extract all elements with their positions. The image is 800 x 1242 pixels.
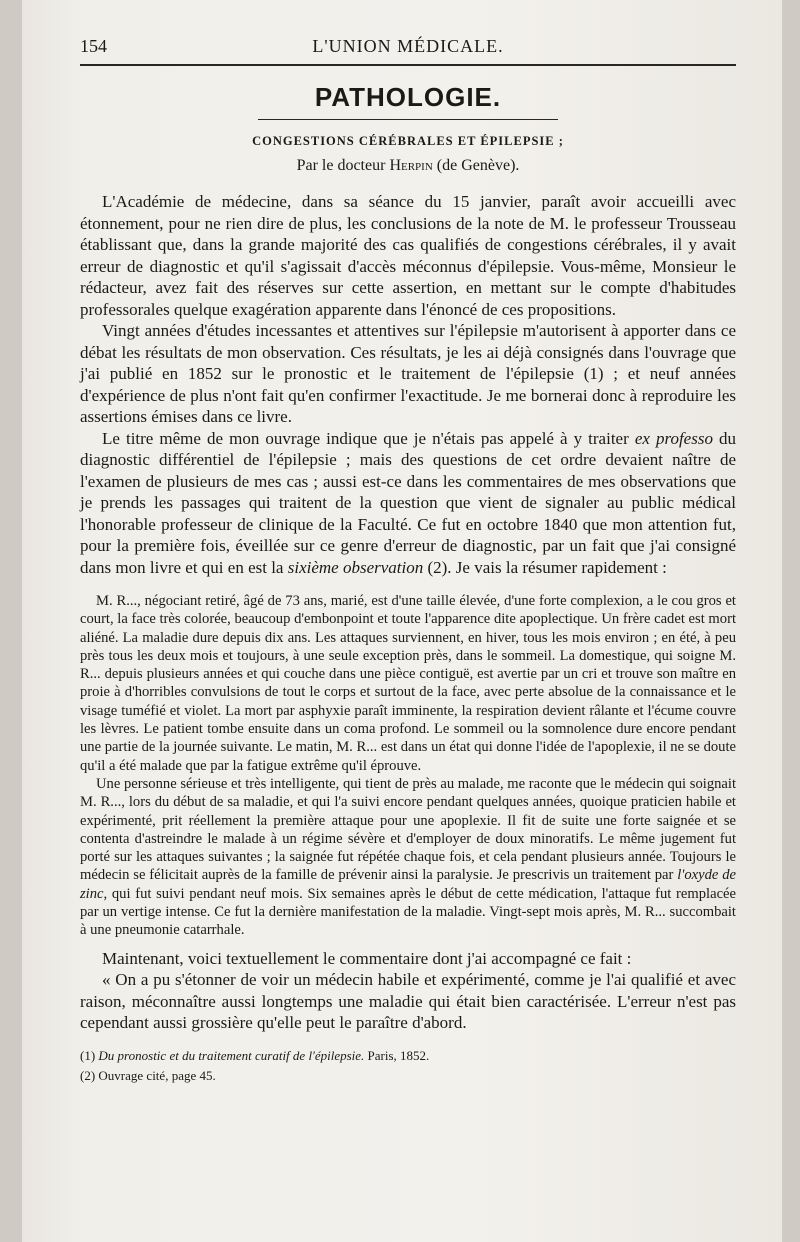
paragraph-1: L'Académie de médecine, dans sa séance du 15 janvier, paraît avoir accueilli avec étonnement, pour ne rien dire de plus, les conclusions de la note de M. le professeur Trousseau établissant que, dans la grande majorité des cas qualifiés de congestions cérébrales, il y avait erreur de diagnostic et qu'il s'agissait d'accès méconnus d'épilepsie. Vous-même, Monsieur le rédacteur, avez fait des réserves sur cette assertion, en mettant sur le compte d'habitudes professorales quelque exagération apparente dans l'énoncé de ces propositions.	[80, 192, 736, 319]
footnotes	[80, 1046, 736, 1086]
byline-prefix: Par le docteur	[296, 157, 386, 174]
observation-2-part-a: Une personne sérieuse et très intelligente, qui tient de près au malade, me raconte que le médecin qui soignait M. R..., lors du début de sa maladie, et qui l'a suivi encore pendant quelques années, quoique praticien habile et expérimenté, prit réellement la première attaque pour une apoplexie. Il fit de suite une forte saignée et se contenta d'astreindre le malade à un régime sévère et d'employer de doux minoratifs. Le même jugement fut porté sur les attaques suivantes ; la saignée fut répétée chaque fois, et cela pendant plusieurs année. Toujours le médecin se félicitait auprès de la famille de prévenir ainsi la paralysie. Je prescrivis un traitement par	[80, 775, 736, 884]
body-text	[80, 191, 736, 578]
footnote-1-rest: Paris, 1852.	[364, 1047, 430, 1063]
observation-paragraph-1: M. R..., négociant retiré, âgé de 73 ans, marié, est d'une taille élevée, d'une forte complexion, a le cou gros et court, la face très colorée, beaucoup d'embonpoint et toute l'apparence dite apoplectique. Un frère cadet est mort aliéné. La maladie dure depuis dix ans. Les attaques surviennent, en hiver, tous les mois environ ; en été, à peu près tous les deux mois et toujours, à une seule exception près, dans le sommeil. La domestique, qui soigne M. R... depuis plusieurs années et qui couche dans une pièce contiguë, est avertie par un cri et trouve son maître en proie à d'horribles convulsions de tout le corps et surtout de la face, avec perte absolue de la connaissance et le visage tuméfié et violet. La mort par asphyxie paraît imminente, la respiration devient râlante et l'écume couvre les lèvres. Le patient tombe ensuite dans un coma profond. Le sommeil ou la somnolence dure encore pendant une partie de la journée suivante. Le matin, M. R... est dans un état qui donne l'idée de l'apoplexie, il ne se doute qu'il a été malade que par la fatigue extrême qu'il éprouve.	[80, 593, 736, 774]
body-text-continued	[80, 948, 736, 1034]
footnote-1-title: Du pronostic et du traitement curatif de l'épilepsie.	[98, 1047, 365, 1063]
paragraph-4: Maintenant, voici textuellement le commentaire dont j'ai accompagné ce fait :	[102, 948, 632, 968]
paragraph-3-italic-1: ex professo	[634, 428, 713, 448]
observation-2-part-b: , qui fut suivi pendant neuf mois. Six semaines après le début de cette médication, l'attaque fut remplacée par un vertige intense. Ce fut la dernière manifestation de la maladie. Vingt-sept mois après, M. R... succombait à une pneumonie catarrhale.	[80, 885, 736, 939]
page	[22, 0, 782, 1242]
footnote-1-marker: (1)	[80, 1047, 96, 1063]
paragraph-2: Vingt années d'études incessantes et attentives sur l'épilepsie m'autorisent à apporter dans ce débat les résultats de mon observation. Ces résultats, je les ai déjà consignés dans l'ouvrage que j'ai publié en 1852 sur le pronostic et le traitement de l'épilepsie (1) ; et neuf années d'expérience de plus n'ont fait qu'en confirmer l'exactitude. Je me bornerai donc à reproduire les assertions émises dans ce livre.	[80, 321, 736, 426]
observation-2-italic: l'oxyde de zinc	[80, 867, 737, 902]
title-rule	[258, 119, 558, 120]
article-title: CONGESTIONS CÉRÉBRALES ET ÉPILEPSIE ;	[252, 134, 564, 148]
paragraph-3-part-b: du diagnostic différentiel de l'épilepsie ; mais des questions de cet ordre devaient naître de l'examen de plusieurs de mes cas ; aussi est-ce dans les commentaires de mes observations que je prends les passages qui traitent de la question que vient de signaler au public médical l'honorable professeur de clinique de la Faculté. Ce fut en octobre 1840 que mon attention fut, pour la première fois, éveillée sur ce genre d'erreur de diagnostic, par un fait que j'ai consigné dans mon livre et qui en est la	[80, 428, 737, 577]
footnote-2-text: Ouvrage cité, page 45.	[98, 1067, 216, 1083]
byline	[80, 157, 736, 175]
footnote-1	[80, 1046, 736, 1066]
journal-title: L'UNION MÉDICALE.	[312, 36, 504, 56]
paragraph-5: « On a pu s'étonner de voir un médecin habile et expérimenté, comme je l'ai qualifié et avec raison, méconnaître aussi longtemps une maladie qui était bien caractérisée. L'erreur n'est pas cependant aussi grossière qu'elle peut le paraître d'abord.	[80, 970, 736, 1033]
byline-suffix: (de Genève).	[436, 157, 520, 174]
running-head	[80, 30, 736, 66]
paragraph-3-italic-2: sixième observation	[287, 557, 424, 577]
footnote-2	[80, 1066, 736, 1086]
observation-paragraph-2	[80, 775, 736, 940]
paragraph-3	[80, 428, 736, 579]
author-name: Herpin	[389, 157, 433, 174]
page-number: 154	[80, 36, 107, 56]
section-title: PATHOLOGIE.	[314, 82, 502, 112]
footnote-2-marker: (2)	[80, 1067, 96, 1083]
paragraph-3-part-c: (2). Je vais la résumer rapidement :	[423, 557, 667, 577]
paragraph-3-part-a: Le titre même de mon ouvrage indique que je n'étais pas appelé à y traiter	[102, 428, 635, 448]
case-observation	[80, 592, 736, 940]
